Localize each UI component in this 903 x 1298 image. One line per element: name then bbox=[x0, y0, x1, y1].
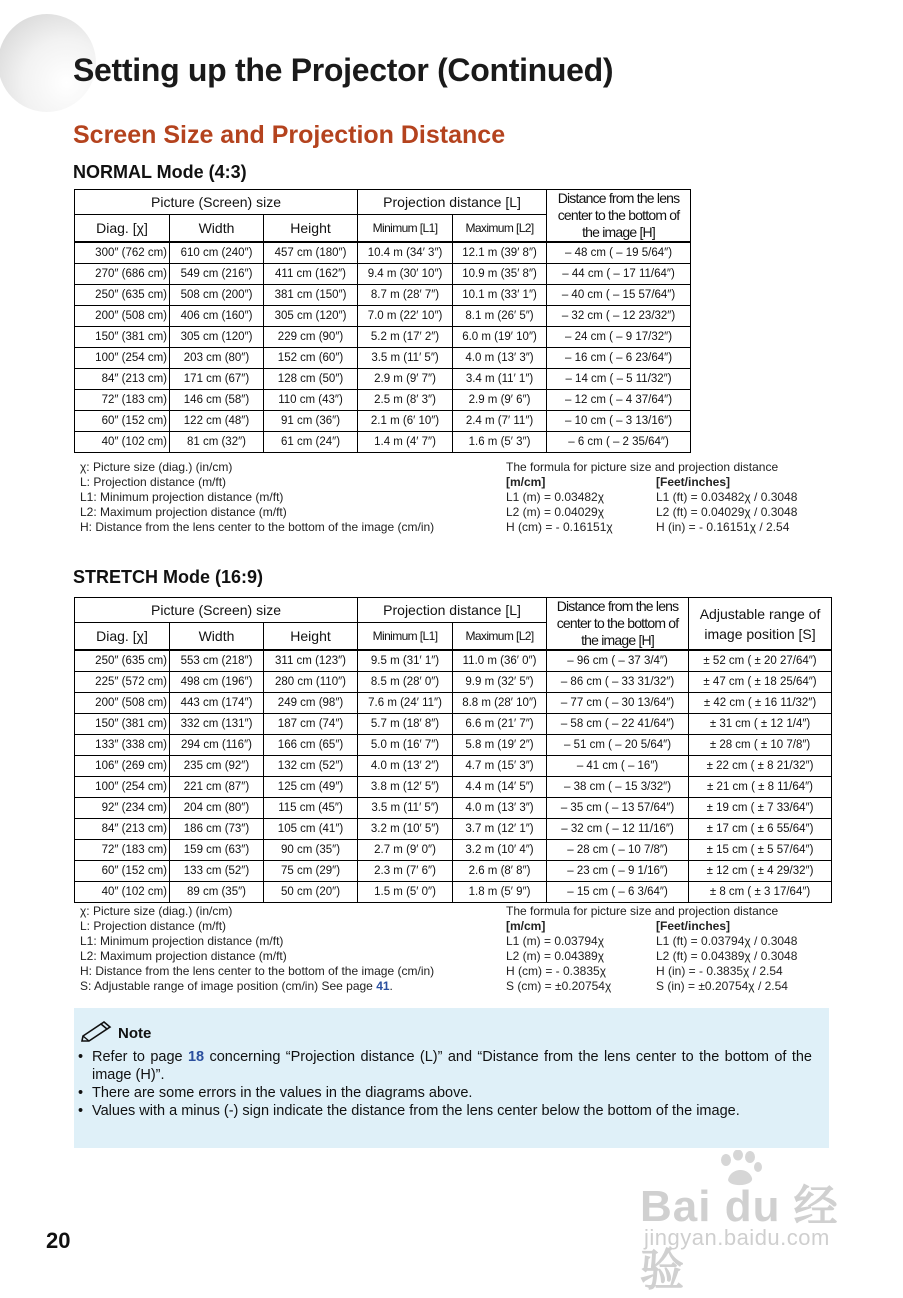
legend-line: χ: Picture size (diag.) (in/cm) bbox=[80, 904, 233, 918]
header-lens-distance: Distance from the lens center to the bottom of the image [H] bbox=[547, 190, 691, 243]
table-cell: 2.6 m (8′ 8″) bbox=[453, 861, 547, 882]
formula-imperial: L2 (ft) = 0.04389χ / 0.3048 bbox=[656, 949, 798, 963]
formula-metric: L1 (m) = 0.03794χ bbox=[506, 934, 605, 948]
table-row bbox=[75, 327, 691, 348]
formula-imperial: L1 (ft) = 0.03482χ / 0.3048 bbox=[656, 490, 798, 504]
note-heading bbox=[80, 1020, 151, 1046]
stretch-mode-table bbox=[74, 597, 832, 903]
table-cell: ± 52 cm ( ± 20 27/64″) bbox=[689, 650, 832, 672]
formula-metric: L2 (m) = 0.04389χ bbox=[506, 949, 605, 963]
header-adjustable-range: Adjustable range of image position [S] bbox=[689, 598, 832, 651]
table-cell: 2.3 m (7′ 6″) bbox=[358, 861, 453, 882]
table-cell: ± 42 cm ( ± 16 11/32″) bbox=[689, 693, 832, 714]
formula-metric: L1 (m) = 0.03482χ bbox=[506, 490, 605, 504]
section-title: Screen Size and Projection Distance bbox=[73, 121, 506, 149]
table-cell: 7.6 m (24′ 11″) bbox=[358, 693, 453, 714]
table-cell: 294 cm (116″) bbox=[170, 735, 264, 756]
stretch-mode-title: STRETCH Mode (16:9) bbox=[73, 567, 264, 587]
table-cell: 1.8 m (5′ 9″) bbox=[453, 882, 547, 903]
stretch-formulas bbox=[506, 904, 797, 994]
header-width: Width bbox=[170, 623, 264, 650]
table-cell: 150″ (381 cm) bbox=[75, 327, 170, 348]
note-box bbox=[74, 1008, 829, 1148]
table-row bbox=[75, 819, 832, 840]
page-number: 20 bbox=[46, 1228, 71, 1253]
table-row bbox=[75, 714, 832, 735]
table-cell: – 48 cm ( – 19 5/64″) bbox=[547, 242, 691, 264]
table-row bbox=[75, 432, 691, 453]
table-cell: 152 cm (60″) bbox=[264, 348, 358, 369]
table-cell: – 35 cm ( – 13 57/64″) bbox=[547, 798, 689, 819]
table-cell: 332 cm (131″) bbox=[170, 714, 264, 735]
table-cell: 166 cm (65″) bbox=[264, 735, 358, 756]
note-list bbox=[78, 1048, 812, 1120]
table-cell: 5.2 m (17′ 2″) bbox=[358, 327, 453, 348]
table-cell: – 32 cm ( – 12 23/32″) bbox=[547, 306, 691, 327]
table-cell: 203 cm (80″) bbox=[170, 348, 264, 369]
table-cell: 249 cm (98″) bbox=[264, 693, 358, 714]
table-cell: 229 cm (90″) bbox=[264, 327, 358, 348]
table-cell: 9.4 m (30′ 10″) bbox=[358, 264, 453, 285]
table-cell: 406 cm (160″) bbox=[170, 306, 264, 327]
table-cell: 92″ (234 cm) bbox=[75, 798, 170, 819]
table-cell: 280 cm (110″) bbox=[264, 672, 358, 693]
table-cell: 610 cm (240″) bbox=[170, 242, 264, 264]
table-row bbox=[75, 672, 832, 693]
normal-mode-table bbox=[74, 189, 691, 453]
page-title: Setting up the Projector (Continued) bbox=[73, 52, 614, 88]
table-cell: 305 cm (120″) bbox=[264, 306, 358, 327]
note-item bbox=[78, 1048, 812, 1084]
formula-head-metric: [m/cm] bbox=[506, 919, 546, 933]
table-cell: 5.7 m (18′ 8″) bbox=[358, 714, 453, 735]
legend-line: H: Distance from the lens center to the bottom of the image (cm/in) bbox=[80, 520, 435, 534]
table-cell: 40″ (102 cm) bbox=[75, 882, 170, 903]
formula-metric: H (cm) = - 0.3835χ bbox=[506, 964, 606, 978]
note-heading-label: Note bbox=[118, 1024, 152, 1042]
table-cell: – 15 cm ( – 6 3/64″) bbox=[547, 882, 689, 903]
table-cell: 133″ (338 cm) bbox=[75, 735, 170, 756]
table-cell: 105 cm (41″) bbox=[264, 819, 358, 840]
table-cell: 2.5 m (8′ 3″) bbox=[358, 390, 453, 411]
table-cell: – 10 cm ( – 3 13/16″) bbox=[547, 411, 691, 432]
table-row bbox=[75, 777, 832, 798]
legend-s-text: S: Adjustable range of image position (cm/in) See page bbox=[80, 979, 377, 993]
table-cell: 235 cm (92″) bbox=[170, 756, 264, 777]
table-cell: – 38 cm ( – 15 3/32″) bbox=[547, 777, 689, 798]
header-diag: Diag. [χ] bbox=[75, 623, 170, 650]
table-cell: ± 47 cm ( ± 18 25/64″) bbox=[689, 672, 832, 693]
table-cell: 2.1 m (6′ 10″) bbox=[358, 411, 453, 432]
header-picture-size: Picture (Screen) size bbox=[75, 598, 358, 623]
table-cell: 204 cm (80″) bbox=[170, 798, 264, 819]
table-cell: 40″ (102 cm) bbox=[75, 432, 170, 453]
bullet: • bbox=[78, 1085, 84, 1101]
table-cell: 125 cm (49″) bbox=[264, 777, 358, 798]
table-cell: ± 8 cm ( ± 3 17/64″) bbox=[689, 882, 832, 903]
table-cell: 1.4 m (4′ 7″) bbox=[358, 432, 453, 453]
table-cell: 100″ (254 cm) bbox=[75, 348, 170, 369]
note-text: concerning “Projection distance (L)” and “Distance from the lens center to the bottom of the image (H)”. bbox=[92, 1049, 812, 1083]
baidu-watermark bbox=[640, 1150, 860, 1295]
table-row bbox=[75, 264, 691, 285]
table-cell: 3.2 m (10′ 4″) bbox=[453, 840, 547, 861]
table-cell: 9.9 m (32′ 5″) bbox=[453, 672, 547, 693]
table-cell: 411 cm (162″) bbox=[264, 264, 358, 285]
table-cell: 5.8 m (19′ 2″) bbox=[453, 735, 547, 756]
table-cell: ± 21 cm ( ± 8 11/64″) bbox=[689, 777, 832, 798]
table-cell: 84″ (213 cm) bbox=[75, 369, 170, 390]
table-row bbox=[75, 348, 691, 369]
table-cell: 2.7 m (9′ 0″) bbox=[358, 840, 453, 861]
table-cell: – 6 cm ( – 2 35/64″) bbox=[547, 432, 691, 453]
table-cell: – 32 cm ( – 12 11/16″) bbox=[547, 819, 689, 840]
table-cell: 3.8 m (12′ 5″) bbox=[358, 777, 453, 798]
legend-line: L2: Maximum projection distance (m/ft) bbox=[80, 949, 287, 963]
table-row bbox=[75, 369, 691, 390]
table-cell: 3.5 m (11′ 5″) bbox=[358, 798, 453, 819]
table-cell: 159 cm (63″) bbox=[170, 840, 264, 861]
table-row bbox=[75, 756, 832, 777]
header-minimum: Minimum [L1] bbox=[358, 215, 453, 242]
table-cell: 225″ (572 cm) bbox=[75, 672, 170, 693]
table-cell: – 44 cm ( – 17 11/64″) bbox=[547, 264, 691, 285]
legend-s-suffix: . bbox=[389, 979, 393, 993]
table-cell: ± 17 cm ( ± 6 55/64″) bbox=[689, 819, 832, 840]
table-row bbox=[75, 390, 691, 411]
formula-head-imperial: [Feet/inches] bbox=[656, 919, 731, 933]
header-minimum: Minimum [L1] bbox=[358, 623, 453, 650]
formula-metric: H (cm) = - 0.16151χ bbox=[506, 520, 613, 534]
header-height: Height bbox=[264, 623, 358, 650]
legend-line: χ: Picture size (diag.) (in/cm) bbox=[80, 460, 233, 474]
table-cell: 4.0 m (13′ 3″) bbox=[453, 348, 547, 369]
table-cell: 10.9 m (35′ 8″) bbox=[453, 264, 547, 285]
normal-formulas bbox=[506, 460, 797, 535]
table-cell: – 40 cm ( – 15 57/64″) bbox=[547, 285, 691, 306]
header-maximum: Maximum [L2] bbox=[453, 215, 547, 242]
header-picture-size: Picture (Screen) size bbox=[75, 190, 358, 215]
table-cell: 443 cm (174″) bbox=[170, 693, 264, 714]
formula-head-imperial: [Feet/inches] bbox=[656, 475, 731, 489]
table-cell: 4.0 m (13′ 2″) bbox=[358, 756, 453, 777]
table-cell: 186 cm (73″) bbox=[170, 819, 264, 840]
normal-legend bbox=[80, 460, 434, 535]
table-cell: 61 cm (24″) bbox=[264, 432, 358, 453]
table-cell: 60″ (152 cm) bbox=[75, 861, 170, 882]
header-projection-distance: Projection distance [L] bbox=[358, 190, 547, 215]
table-row bbox=[75, 861, 832, 882]
table-cell: 11.0 m (36′ 0″) bbox=[453, 650, 547, 672]
table-row bbox=[75, 735, 832, 756]
table-cell: 200″ (508 cm) bbox=[75, 306, 170, 327]
table-cell: 8.8 m (28′ 10″) bbox=[453, 693, 547, 714]
table-cell: 305 cm (120″) bbox=[170, 327, 264, 348]
table-cell: 100″ (254 cm) bbox=[75, 777, 170, 798]
table-cell: 10.4 m (34′ 3″) bbox=[358, 242, 453, 264]
table-cell: 4.0 m (13′ 3″) bbox=[453, 798, 547, 819]
table-cell: 81 cm (32″) bbox=[170, 432, 264, 453]
formula-imperial: H (in) = - 0.3835χ / 2.54 bbox=[656, 964, 783, 978]
table-cell: 133 cm (52″) bbox=[170, 861, 264, 882]
legend-line: L1: Minimum projection distance (m/ft) bbox=[80, 490, 284, 504]
bullet: • bbox=[78, 1103, 84, 1119]
formula-head-metric: [m/cm] bbox=[506, 475, 546, 489]
page-18-link[interactable]: 18 bbox=[187, 1049, 205, 1065]
table-cell: 3.2 m (10′ 5″) bbox=[358, 819, 453, 840]
table-cell: – 96 cm ( – 37 3/4″) bbox=[547, 650, 689, 672]
table-cell: – 12 cm ( – 4 37/64″) bbox=[547, 390, 691, 411]
formula-imperial: L1 (ft) = 0.03794χ / 0.3048 bbox=[656, 934, 798, 948]
table-cell: – 41 cm ( – 16″) bbox=[547, 756, 689, 777]
table-cell: 50 cm (20″) bbox=[264, 882, 358, 903]
table-row bbox=[75, 411, 691, 432]
table-cell: 5.0 m (16′ 7″) bbox=[358, 735, 453, 756]
watermark-brand: Bai du 经验 bbox=[640, 1182, 839, 1295]
table-row bbox=[75, 882, 832, 903]
table-row bbox=[75, 650, 832, 672]
pencil-icon bbox=[80, 1020, 114, 1046]
table-cell: 553 cm (218″) bbox=[170, 650, 264, 672]
table-cell: 84″ (213 cm) bbox=[75, 819, 170, 840]
table-cell: 4.4 m (14′ 5″) bbox=[453, 777, 547, 798]
bullet: • bbox=[78, 1049, 84, 1065]
table-cell: 250″ (635 cm) bbox=[75, 650, 170, 672]
table-cell: 8.5 m (28′ 0″) bbox=[358, 672, 453, 693]
table-cell: – 14 cm ( – 5 11/32″) bbox=[547, 369, 691, 390]
table-cell: 3.4 m (11′ 1″) bbox=[453, 369, 547, 390]
table-cell: 2.9 m (9′ 6″) bbox=[453, 390, 547, 411]
table-cell: 3.5 m (11′ 5″) bbox=[358, 348, 453, 369]
header-height: Height bbox=[264, 215, 358, 242]
header-maximum: Maximum [L2] bbox=[453, 623, 547, 650]
table-cell: 171 cm (67″) bbox=[170, 369, 264, 390]
table-cell: 122 cm (48″) bbox=[170, 411, 264, 432]
legend-line: L: Projection distance (m/ft) bbox=[80, 475, 227, 489]
legend-line: L2: Maximum projection distance (m/ft) bbox=[80, 505, 287, 519]
table-cell: – 58 cm ( – 22 41/64″) bbox=[547, 714, 689, 735]
formula-title: The formula for picture size and projection distance bbox=[506, 460, 779, 474]
table-cell: ± 31 cm ( ± 12 1/4″) bbox=[689, 714, 832, 735]
formula-title: The formula for picture size and projection distance bbox=[506, 904, 779, 918]
table-cell: 110 cm (43″) bbox=[264, 390, 358, 411]
table-row bbox=[75, 285, 691, 306]
table-cell: 75 cm (29″) bbox=[264, 861, 358, 882]
table-cell: 270″ (686 cm) bbox=[75, 264, 170, 285]
table-cell: ± 12 cm ( ± 4 29/32″) bbox=[689, 861, 832, 882]
table-cell: 1.5 m (5′ 0″) bbox=[358, 882, 453, 903]
table-cell: 311 cm (123″) bbox=[264, 650, 358, 672]
table-cell: 146 cm (58″) bbox=[170, 390, 264, 411]
table-cell: ± 28 cm ( ± 10 7/8″) bbox=[689, 735, 832, 756]
table-cell: 9.5 m (31′ 1″) bbox=[358, 650, 453, 672]
normal-mode-title: NORMAL Mode (4:3) bbox=[73, 162, 247, 182]
table-row bbox=[75, 840, 832, 861]
table-cell: 1.6 m (5′ 3″) bbox=[453, 432, 547, 453]
table-cell: 200″ (508 cm) bbox=[75, 693, 170, 714]
table-row bbox=[75, 242, 691, 264]
table-cell: 6.6 m (21′ 7″) bbox=[453, 714, 547, 735]
table-row bbox=[75, 693, 832, 714]
watermark-url: jingyan.baidu.com bbox=[644, 1225, 830, 1250]
table-cell: 3.7 m (12′ 1″) bbox=[453, 819, 547, 840]
table-cell: 457 cm (180″) bbox=[264, 242, 358, 264]
table-cell: 2.4 m (7′ 11″) bbox=[453, 411, 547, 432]
table-cell: 115 cm (45″) bbox=[264, 798, 358, 819]
table-cell: – 23 cm ( – 9 1/16″) bbox=[547, 861, 689, 882]
table-cell: 381 cm (150″) bbox=[264, 285, 358, 306]
table-cell: 221 cm (87″) bbox=[170, 777, 264, 798]
table-cell: 508 cm (200″) bbox=[170, 285, 264, 306]
formula-imperial: L2 (ft) = 0.04029χ / 0.3048 bbox=[656, 505, 798, 519]
table-cell: 60″ (152 cm) bbox=[75, 411, 170, 432]
table-cell: 132 cm (52″) bbox=[264, 756, 358, 777]
page-41-link[interactable]: 41 bbox=[376, 979, 390, 993]
stretch-legend bbox=[80, 904, 434, 994]
table-cell: 6.0 m (19′ 10″) bbox=[453, 327, 547, 348]
legend-line: L1: Minimum projection distance (m/ft) bbox=[80, 934, 284, 948]
note-text: There are some errors in the values in the diagrams above. bbox=[92, 1085, 473, 1101]
table-cell: 2.9 m (9′ 7″) bbox=[358, 369, 453, 390]
table-cell: 300″ (762 cm) bbox=[75, 242, 170, 264]
table-cell: – 51 cm ( – 20 5/64″) bbox=[547, 735, 689, 756]
table-cell: 10.1 m (33′ 1″) bbox=[453, 285, 547, 306]
note-item bbox=[78, 1102, 812, 1120]
formula-imperial: S (in) = ±0.20754χ / 2.54 bbox=[656, 979, 788, 993]
table-cell: ± 19 cm ( ± 7 33/64″) bbox=[689, 798, 832, 819]
legend-line bbox=[80, 979, 434, 994]
table-cell: 150″ (381 cm) bbox=[75, 714, 170, 735]
table-cell: 4.7 m (15′ 3″) bbox=[453, 756, 547, 777]
table-cell: – 24 cm ( – 9 17/32″) bbox=[547, 327, 691, 348]
table-cell: – 86 cm ( – 33 31/32″) bbox=[547, 672, 689, 693]
table-cell: 7.0 m (22′ 10″) bbox=[358, 306, 453, 327]
table-cell: 250″ (635 cm) bbox=[75, 285, 170, 306]
header-projection-distance: Projection distance [L] bbox=[358, 598, 547, 623]
note-text: Values with a minus (-) sign indicate the distance from the lens center below the bottom of the image. bbox=[92, 1103, 740, 1119]
table-cell: ± 15 cm ( ± 5 57/64″) bbox=[689, 840, 832, 861]
table-cell: 8.7 m (28′ 7″) bbox=[358, 285, 453, 306]
header-lens-distance: Distance from the lens center to the bottom of the image [H] bbox=[547, 598, 689, 651]
table-cell: 106″ (269 cm) bbox=[75, 756, 170, 777]
table-cell: – 16 cm ( – 6 23/64″) bbox=[547, 348, 691, 369]
formula-metric: L2 (m) = 0.04029χ bbox=[506, 505, 605, 519]
table-cell: 72″ (183 cm) bbox=[75, 840, 170, 861]
table-cell: 91 cm (36″) bbox=[264, 411, 358, 432]
table-cell: 72″ (183 cm) bbox=[75, 390, 170, 411]
header-width: Width bbox=[170, 215, 264, 242]
table-row bbox=[75, 306, 691, 327]
note-item bbox=[78, 1084, 812, 1102]
table-cell: 90 cm (35″) bbox=[264, 840, 358, 861]
legend-line: H: Distance from the lens center to the bottom of the image (cm/in) bbox=[80, 964, 435, 978]
header-diag: Diag. [χ] bbox=[75, 215, 170, 242]
formula-metric: S (cm) = ±0.20754χ bbox=[506, 979, 612, 993]
table-cell: – 77 cm ( – 30 13/64″) bbox=[547, 693, 689, 714]
formula-imperial: H (in) = - 0.16151χ / 2.54 bbox=[656, 520, 790, 534]
note-text: Refer to page bbox=[92, 1049, 188, 1065]
table-cell: 498 cm (196″) bbox=[170, 672, 264, 693]
table-cell: – 28 cm ( – 10 7/8″) bbox=[547, 840, 689, 861]
table-cell: ± 22 cm ( ± 8 21/32″) bbox=[689, 756, 832, 777]
legend-line: L: Projection distance (m/ft) bbox=[80, 919, 227, 933]
table-row bbox=[75, 798, 832, 819]
table-cell: 8.1 m (26′ 5″) bbox=[453, 306, 547, 327]
table-cell: 12.1 m (39′ 8″) bbox=[453, 242, 547, 264]
table-cell: 187 cm (74″) bbox=[264, 714, 358, 735]
table-cell: 128 cm (50″) bbox=[264, 369, 358, 390]
table-cell: 89 cm (35″) bbox=[170, 882, 264, 903]
table-cell: 549 cm (216″) bbox=[170, 264, 264, 285]
